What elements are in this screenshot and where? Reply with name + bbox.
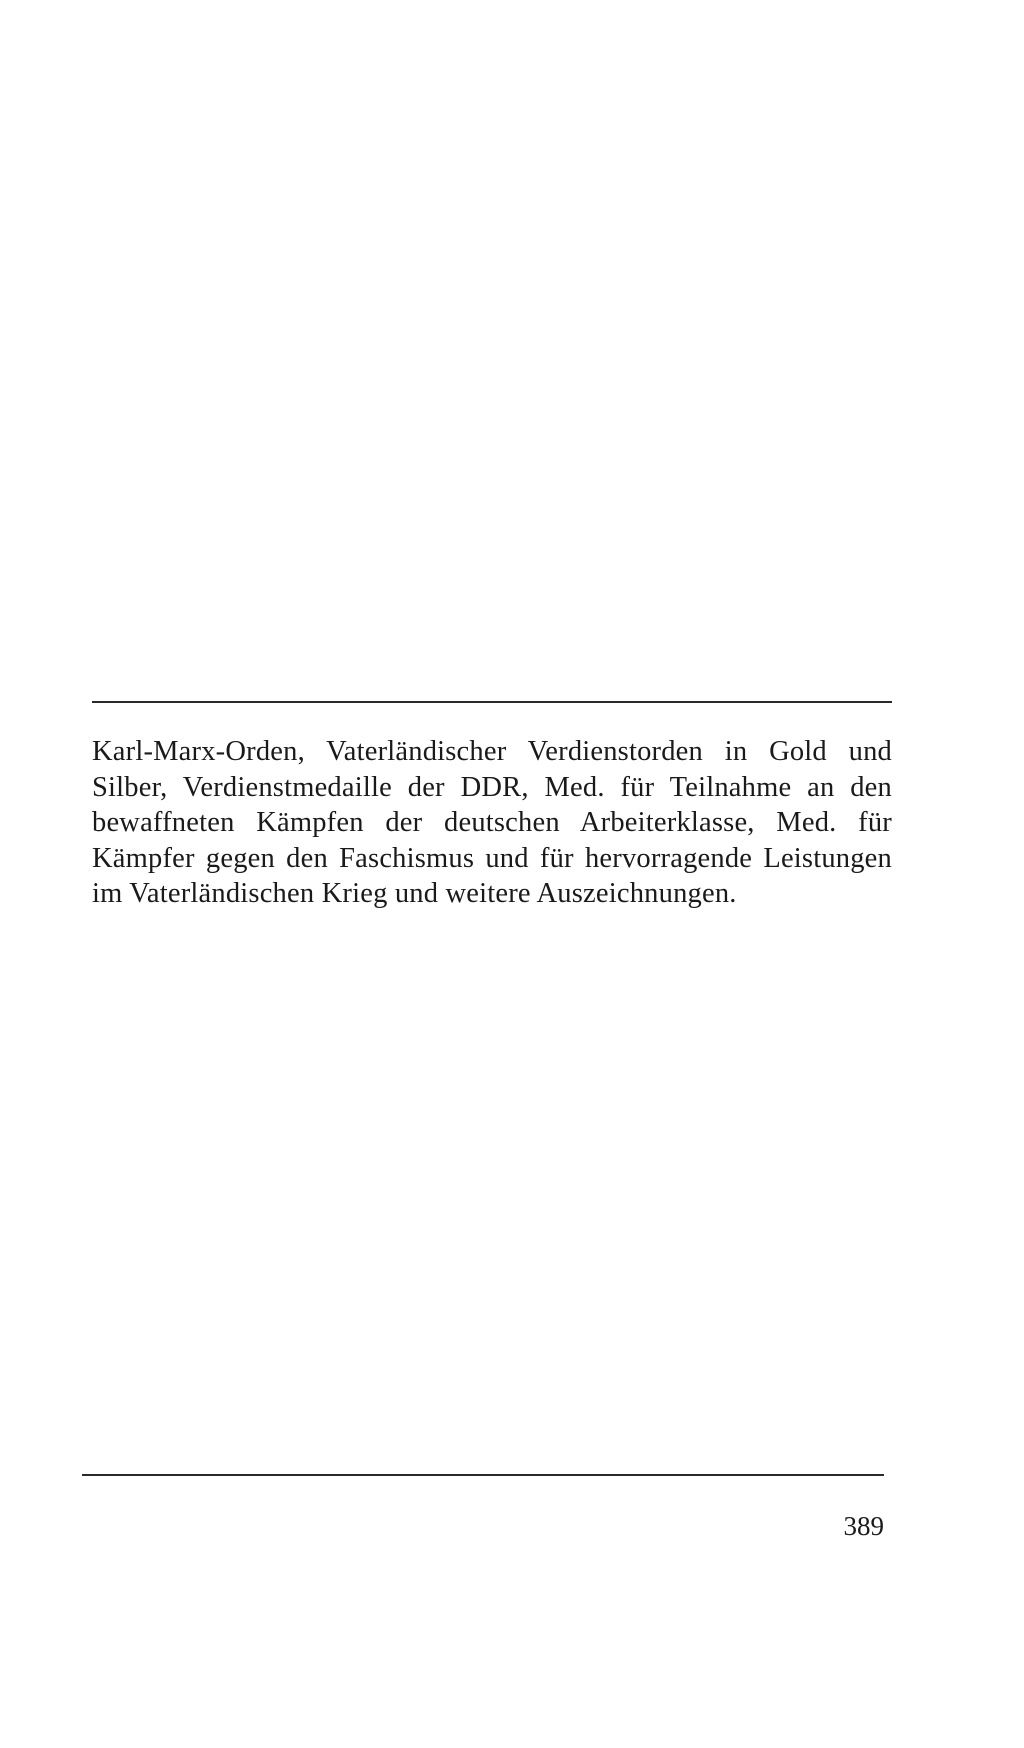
page-number: 389 xyxy=(843,1511,884,1541)
top-rule xyxy=(92,701,892,703)
body-paragraph: Karl-Marx-Orden, Vaterländischer Verdienstorden in Gold und Silber, Verdienstmedaille der DDR, Med. für Teilnahme an den bewaffneten Kämpfen der deutschen Arbeiterklasse, Med. für Kämpfer gegen den Faschismus und für hervorragende Leistungen im Vaterländischen Krieg und weitere Auszeichnungen. xyxy=(92,736,892,909)
bottom-rule xyxy=(82,1474,884,1476)
